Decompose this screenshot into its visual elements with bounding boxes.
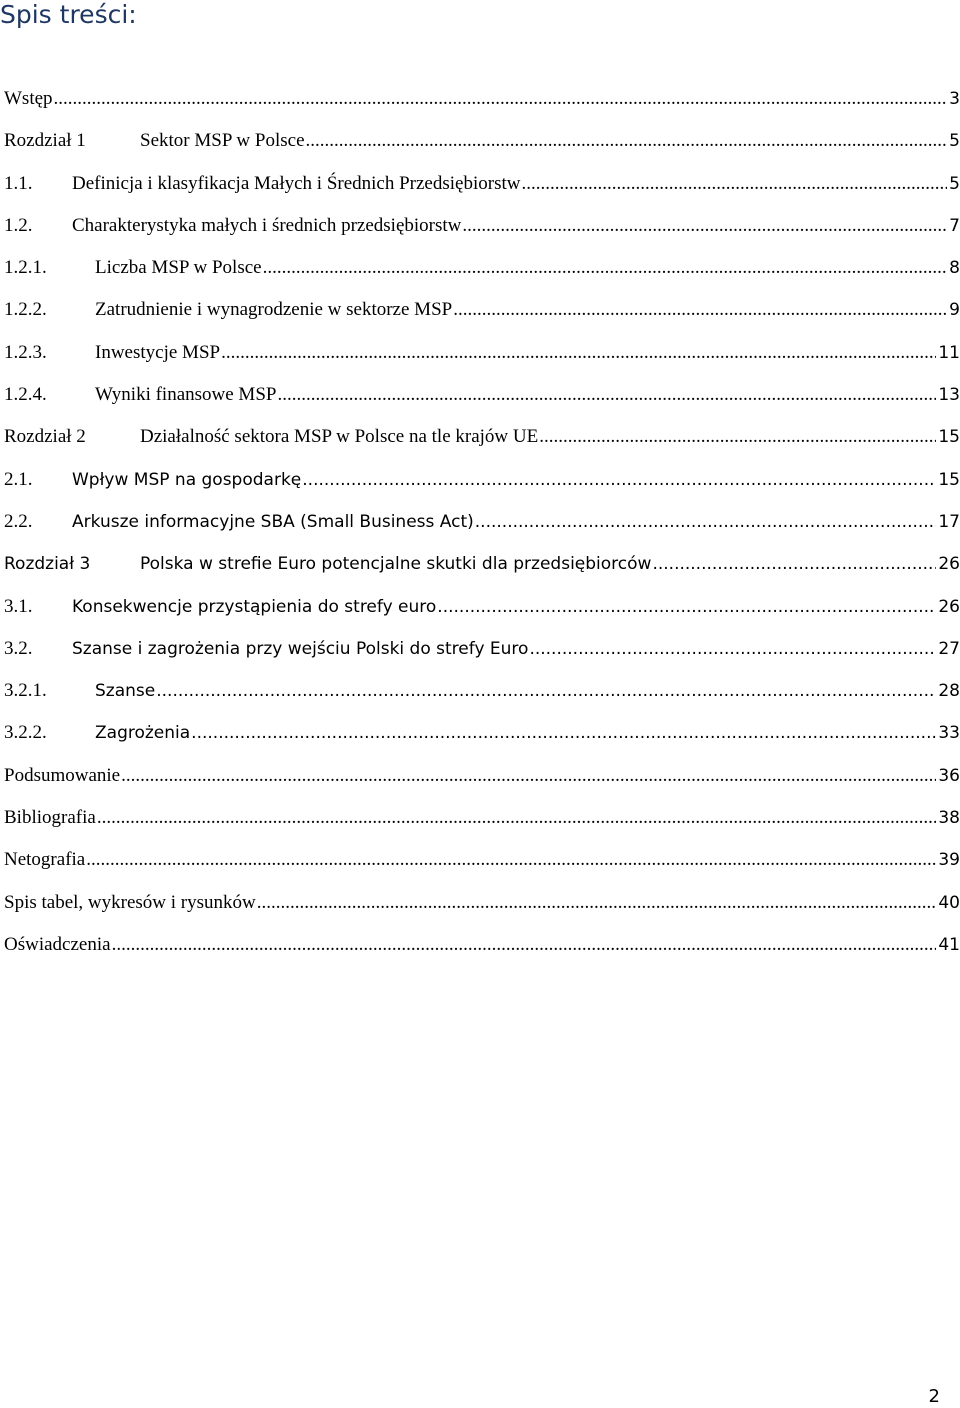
toc-entry[interactable]: [4, 501, 960, 543]
toc-entry-title: Wpływ MSP na gospodarkę: [72, 469, 302, 490]
toc-entry-page: 40: [938, 892, 960, 913]
toc-entry-number: 3.2.: [4, 637, 33, 659]
dot-leader: [191, 712, 936, 754]
toc-entry[interactable]: [4, 924, 960, 966]
toc-entry-title: Polska w strefie Euro potencjalne skutki dla przedsiębiorców: [140, 554, 652, 575]
toc-entry-title: Spis tabel, wykresów i rysunków: [4, 891, 256, 913]
toc-entry-page: 26: [938, 596, 960, 617]
toc-entry-title: Szanse i zagrożenia przy wejściu Polski do strefy Euro: [72, 638, 529, 659]
toc-entry-page: 17: [938, 511, 960, 532]
toc-entry-number: Rozdział 3: [4, 554, 91, 575]
dot-leader: [539, 416, 936, 458]
toc-entry-number: 3.2.1.: [4, 680, 47, 702]
toc-entry[interactable]: [4, 586, 960, 628]
toc-entry[interactable]: [4, 543, 960, 585]
dot-leader: [652, 543, 936, 585]
dot-leader: [156, 670, 936, 712]
toc-entry[interactable]: [4, 416, 960, 458]
toc-entry-page: 26: [938, 554, 960, 575]
dot-leader: [529, 628, 936, 670]
dot-leader: [86, 839, 936, 881]
toc-entry-title: Zatrudnienie i wynagrodzenie w sektorze MSP: [95, 299, 453, 321]
toc-entry-title: Liczba MSP w Polsce: [95, 257, 262, 279]
toc-entry-title: Sektor MSP w Polsce: [140, 130, 305, 152]
toc-entry-page: 38: [938, 808, 960, 829]
toc-entry[interactable]: [4, 247, 960, 289]
toc-entry-page: 36: [938, 765, 960, 786]
page-number: 2: [928, 1386, 940, 1407]
toc-entry-title: Działalność sektora MSP w Polsce na tle krajów UE: [140, 426, 539, 448]
toc-entry-title: Oświadczenia: [4, 933, 111, 955]
toc-entry-title: Zagrożenia: [95, 723, 191, 744]
toc-entry[interactable]: [4, 120, 960, 162]
toc-entry-number: 3.2.2.: [4, 722, 47, 744]
dot-leader: [121, 755, 936, 797]
toc-entry[interactable]: [4, 882, 960, 924]
toc-entry[interactable]: [4, 839, 960, 881]
dot-leader: [302, 459, 936, 501]
toc-entry[interactable]: [4, 797, 960, 839]
toc-entry[interactable]: [4, 374, 960, 416]
toc-entry[interactable]: [4, 163, 960, 205]
toc-entry-number: 1.2.4.: [4, 384, 47, 406]
toc-entry-number: 1.1.: [4, 172, 33, 194]
toc-entry[interactable]: [4, 712, 960, 754]
toc-entry-page: 39: [938, 850, 960, 871]
toc-entry-title: Netografia: [4, 849, 86, 871]
toc-entry-page: 13: [938, 385, 960, 406]
toc-entry-title: Bibliografia: [4, 807, 96, 829]
dot-leader: [97, 797, 937, 839]
dot-leader: [437, 586, 936, 628]
toc-entry[interactable]: [4, 459, 960, 501]
toc-entry-number: 1.2.3.: [4, 341, 47, 363]
dot-leader: [54, 78, 948, 120]
table-of-contents: [4, 78, 960, 966]
toc-entry-page: 27: [938, 638, 960, 659]
toc-entry-number: 1.2.: [4, 214, 33, 236]
toc-entry[interactable]: [4, 289, 960, 331]
toc-entry-page: 11: [938, 342, 960, 363]
dot-leader: [475, 501, 937, 543]
toc-entry-page: 15: [938, 469, 960, 490]
toc-entry-page: 15: [938, 427, 960, 448]
toc-entry-number: Rozdział 2: [4, 426, 86, 448]
toc-entry-number: Rozdział 1: [4, 130, 86, 152]
toc-entry-page: 3: [949, 89, 960, 109]
toc-entry-title: Charakterystyka małych i średnich przedsiębiorstw: [72, 214, 462, 236]
toc-entry[interactable]: [4, 628, 960, 670]
dot-leader: [462, 205, 947, 247]
toc-entry-page: 41: [938, 934, 960, 955]
dot-leader: [263, 247, 948, 289]
toc-entry-page: 5: [949, 131, 960, 152]
dot-leader: [277, 374, 936, 416]
toc-entry-number: 1.2.2.: [4, 299, 47, 321]
toc-entry-title: Arkusze informacyjne SBA (Small Business Act): [72, 511, 474, 532]
page-title: Spis treści:: [0, 0, 137, 29]
toc-entry-title: Podsumowanie: [4, 764, 121, 786]
toc-entry-page: 5: [949, 173, 960, 194]
dot-leader: [306, 120, 948, 162]
toc-entry-number: 2.2.: [4, 510, 33, 532]
dot-leader: [521, 163, 947, 205]
toc-entry-page: 7: [949, 215, 960, 236]
toc-entry-page: 28: [938, 681, 960, 702]
toc-entry-page: 9: [949, 300, 960, 321]
toc-entry-number: 2.1.: [4, 468, 33, 490]
toc-entry-title: Wstęp: [4, 88, 53, 109]
toc-entry[interactable]: [4, 332, 960, 374]
toc-entry[interactable]: [4, 78, 960, 120]
toc-entry[interactable]: [4, 670, 960, 712]
dot-leader: [257, 882, 937, 924]
toc-entry-title: Definicja i klasyfikacja Małych i Średnich Przedsiębiorstw: [72, 172, 521, 194]
toc-entry-title: Konsekwencje przystąpienia do strefy euro: [72, 596, 437, 617]
toc-entry-title: Inwestycje MSP: [95, 341, 221, 363]
toc-entry-page: 33: [938, 723, 960, 744]
toc-entry[interactable]: [4, 755, 960, 797]
toc-entry[interactable]: [4, 205, 960, 247]
dot-leader: [453, 289, 947, 331]
toc-entry-number: 3.1.: [4, 595, 33, 617]
toc-entry-number: 1.2.1.: [4, 257, 47, 279]
toc-entry-title: Szanse: [95, 681, 156, 702]
toc-entry-page: 8: [949, 258, 960, 279]
dot-leader: [221, 332, 936, 374]
dot-leader: [112, 924, 937, 966]
toc-entry-title: Wyniki finansowe MSP: [95, 384, 277, 406]
